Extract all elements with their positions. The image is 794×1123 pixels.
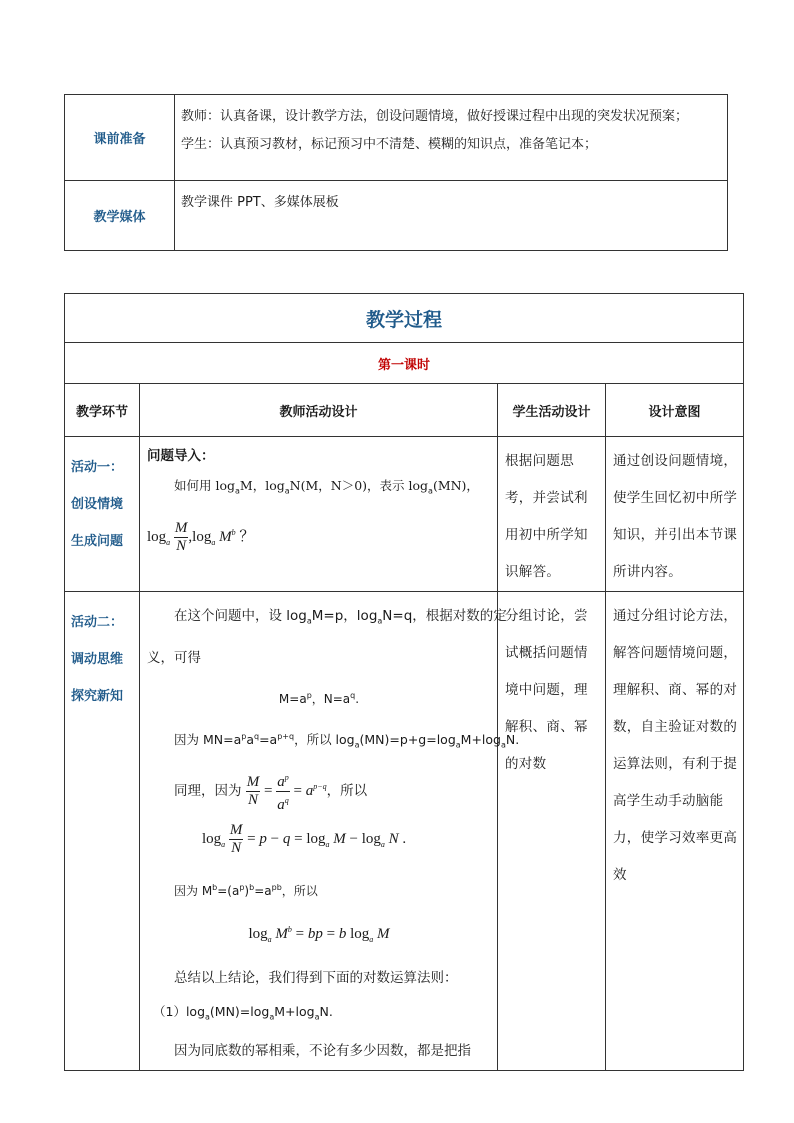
text: a <box>284 486 290 496</box>
period-title: 第一课时 <box>65 343 744 384</box>
teacher-prep-line: 教师：认真备课，设计教学方法，创设问题情境，做好授课过程中出现的突发状况预案； <box>181 109 689 124</box>
text: . <box>355 691 360 706</box>
text: =(a <box>217 884 240 899</box>
text: 因为 MN=a <box>174 731 242 747</box>
text: N. <box>505 731 520 747</box>
derivation-line: 在这个问题中，设 $\log_aM=p$，$\log_aN=q$，根据对数的定 <box>174 608 507 626</box>
process-title: 教学过程 <box>65 294 744 343</box>
text: a <box>246 731 254 747</box>
activity1-label-line: 创设情境 <box>71 497 124 512</box>
text: M=p，log <box>311 608 378 624</box>
text: (MN)=log <box>209 1004 270 1020</box>
media-content <box>175 181 728 251</box>
text: 同理，因为 <box>174 783 242 800</box>
pre-class-content <box>175 95 728 181</box>
rule-1: $(1)\log_a(MN)=\log_aM+\log_aN$. <box>153 1004 333 1022</box>
text: a <box>235 486 240 496</box>
text: M+log <box>274 1004 315 1020</box>
header-student: 学生活动设计 <box>498 384 606 437</box>
text: 因为 M <box>174 884 213 899</box>
derivation-line: 总结以上结论，我们得到下面的对数运算法则： <box>174 970 458 987</box>
activity2-label-line: 调动思维 <box>71 652 124 667</box>
header-intent: 设计意图 <box>606 384 744 437</box>
derivation-line: 同理，因为 $\frac{M}{N}$ = $\frac{a^p}{a^q}$ = $a^{p-q}$，所以 <box>147 763 491 815</box>
activity2-teacher <box>140 592 520 1071</box>
text: ，所以 <box>281 884 318 899</box>
activity1-teacher <box>140 437 498 592</box>
activity1-label <box>65 437 140 592</box>
activity1-label-line: 生成问题 <box>71 534 124 549</box>
text: M+log <box>460 731 501 747</box>
derivation-line: 义，可得 <box>147 649 201 666</box>
activity1-student: 根据问题思考，并尝试利用初中所学知识解答。 <box>498 437 606 592</box>
text: ，所以 log <box>294 731 355 747</box>
header-stage: 教学环节 <box>65 384 140 437</box>
text: ，N=a <box>311 691 351 706</box>
intro-question <box>147 469 491 509</box>
text: 在这个问题中，设 log <box>174 608 307 624</box>
text: （1）log <box>153 1004 206 1020</box>
text: ？ <box>239 528 255 545</box>
derivation-line: 因为 $MN=a^pa^q=a^{p+q}$，所以 $\log_a(MN)=p+g=\log_aM+\log_aN$. <box>174 731 520 750</box>
text: =a <box>254 884 272 899</box>
activity1-label-line: 活动一： <box>71 460 124 475</box>
activity2-intent: 通过分组讨论方法，解答问题情境问题，理解积、商、幂的对数，自主验证对数的运算法则，有利于提高学生动手动脑能力，使学习效率更高效 <box>606 592 744 1071</box>
text: (MN)=p+g=log <box>359 731 456 747</box>
text: ，所以 <box>326 783 368 800</box>
derivation-line: 因为 $M^b=(a^p)^b=a^{pb}$，所以 <box>174 883 318 899</box>
text: 如何用 log <box>174 478 235 493</box>
power-formula: $\log_a M^b$ = bp = b $\log_a M$ <box>248 925 390 945</box>
text: N. <box>319 1004 333 1020</box>
text: (MN)， <box>432 478 479 493</box>
text: ) <box>244 884 250 899</box>
activity2-row <box>65 592 744 1071</box>
activity1-row <box>65 437 744 592</box>
text: M，log <box>239 478 285 493</box>
text: N(M，N＞0)，表示 log <box>289 478 429 493</box>
text: N=q，根据对数的定 <box>382 608 507 624</box>
text: =a <box>259 731 278 747</box>
derivation-line: $M=a^p$，$N=a^q$. <box>278 690 360 706</box>
intro-title: 问题导入： <box>147 448 215 464</box>
activity2-label-line: 活动二： <box>71 615 124 630</box>
activity2-label-line: 探究新知 <box>71 689 124 704</box>
preparation-table <box>64 94 728 251</box>
student-prep-line: 学生：认真预习教材，标记预习中不清楚、模糊的知识点，准备笔记本； <box>181 137 598 152</box>
intro-formula: $\log_a$ $\frac{M}{N}$ $,\log_a$ $M^b$ ？ <box>147 519 255 554</box>
activity2-label <box>65 592 140 1071</box>
activity1-intent: 通过创设问题情境，使学生回忆初中所学知识，并引出本节课所讲内容。 <box>606 437 744 592</box>
pre-class-label: 课前准备 <box>65 95 175 181</box>
media-label: 教学媒体 <box>65 181 175 251</box>
activity2-student: 分组讨论，尝试概括问题情境中问题，理解积、商、幂的对数 <box>498 592 606 1071</box>
derivation-line: 因为同底数的幂相乘，不论有多少因数，都是把指 <box>174 1042 471 1059</box>
media-line: 教学课件 PPT、多媒体展板 <box>181 195 339 210</box>
quotient-formula: $\log_a$ $\frac{M}{N}$ = $p - q = \log_a M - \log_a N$ . <box>202 822 407 857</box>
text: M=a <box>278 691 307 706</box>
header-teacher: 教师活动设计 <box>140 384 498 437</box>
teaching-process-table <box>64 293 744 1071</box>
text: a <box>428 486 433 496</box>
